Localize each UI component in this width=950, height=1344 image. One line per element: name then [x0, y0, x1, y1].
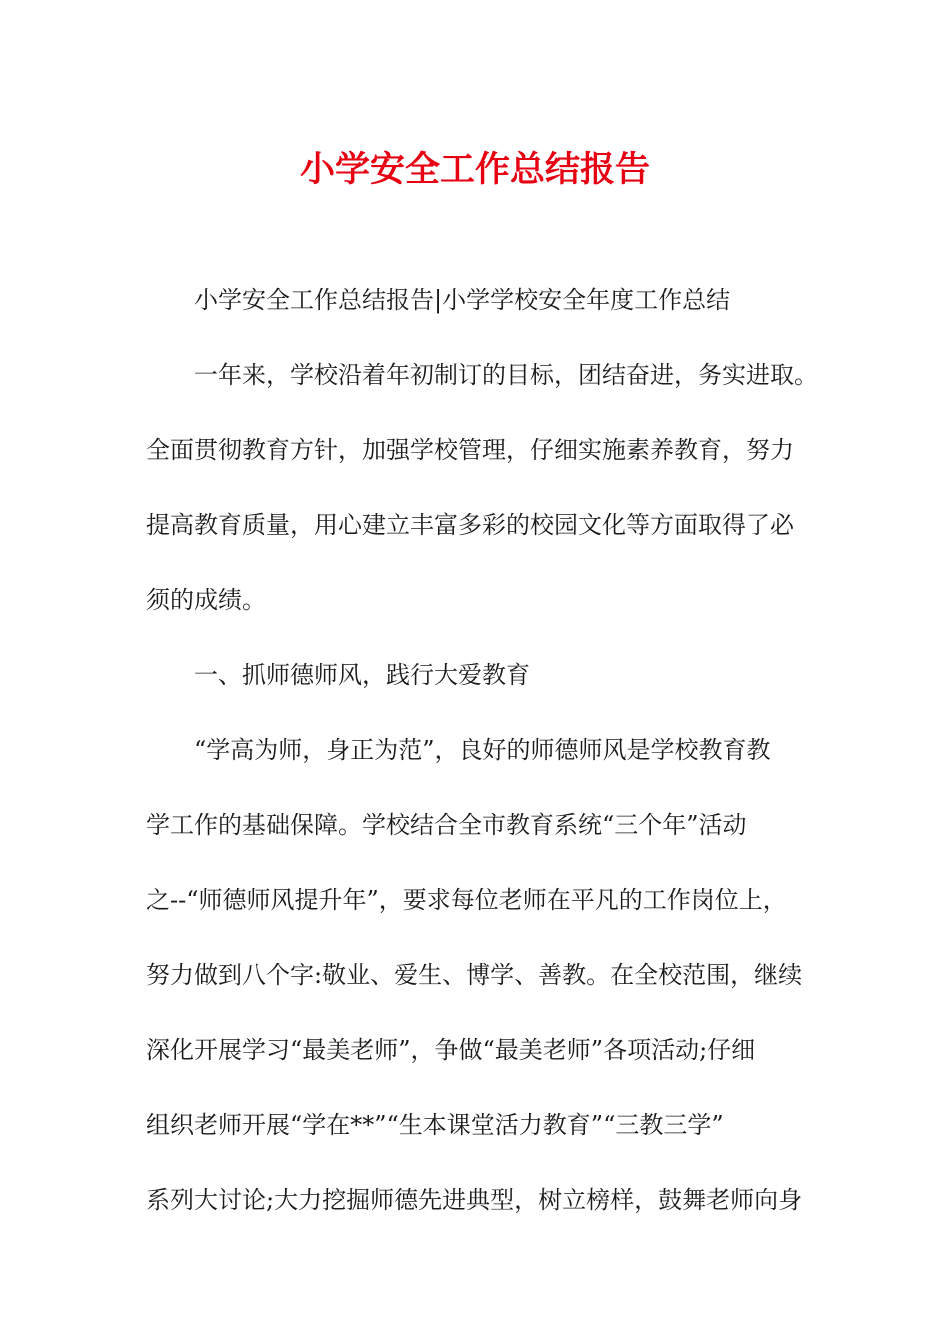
paragraph-line: 组织老师开展“学在**”“生本课堂活力教育”“三教三学”	[146, 1111, 724, 1139]
document-title: 小学安全工作总结报告	[299, 150, 650, 190]
paragraph-line: 之--“师德师风提升年”，要求每位老师在平凡的工作岗位上，	[146, 886, 787, 914]
subtitle-line: 小学安全工作总结报告|小学学校安全年度工作总结	[194, 286, 731, 314]
paragraph-line: 须的成绩。	[146, 586, 266, 614]
paragraph-line: 一年来，学校沿着年初制订的目标，团结奋进，务实进取。	[194, 361, 818, 389]
section-heading: 一、抓师德师风，践行大爱教育	[194, 661, 530, 689]
paragraph-line: “学高为师，身正为范”，良好的师德师风是学校教育教	[194, 736, 771, 764]
paragraph-line: 系列大讨论;大力挖掘师德先进典型，树立榜样，鼓舞老师向身	[146, 1186, 803, 1214]
paragraph-line: 学工作的基础保障。学校结合全市教育系统“三个年”活动	[146, 811, 747, 839]
paragraph-line: 提高教育质量，用心建立丰富多彩的校园文化等方面取得了必	[146, 511, 794, 539]
paragraph-line: 努力做到八个字:敬业、爱生、博学、善教。在全校范围，继续	[146, 961, 803, 989]
paragraph-line: 深化开展学习“最美老师”，争做“最美老师”各项活动;仔细	[146, 1036, 756, 1064]
paragraph-line: 全面贯彻教育方针，加强学校管理，仔细实施素养教育，努力	[146, 436, 794, 464]
